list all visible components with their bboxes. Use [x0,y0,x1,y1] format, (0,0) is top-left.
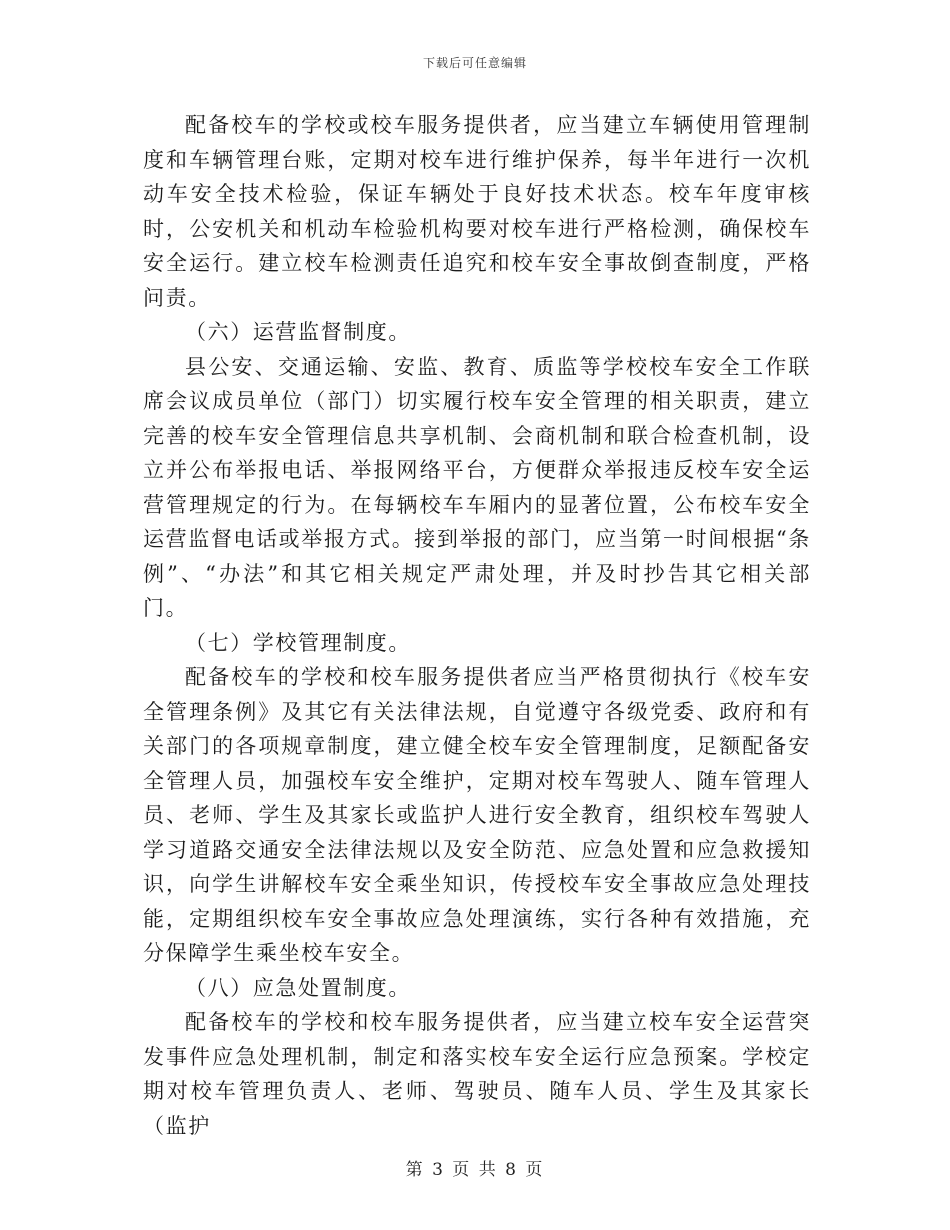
section-heading-operation-supervision: （六）运营监督制度。 [185,320,411,344]
page-number: 第 3 页 共 8 页 [405,1160,545,1180]
section-heading-school-management: （七）学校管理制度。 [185,630,411,655]
paragraph-school-management: 配备校车的学校和校车服务提供者应当严格贯彻执行《校车安全管理条例》及其它有关法律法规，自觉遵守各级党委、政府和有关部门的各项规章制度，建立健全校车安全管理制度，足额配备安全管理人员，加强校车安全维护，定期对校车驾驶人、随车管理人员、老师、学生及其家长或监护人进行安全教育，组织校车驾驶人学习道路交通安全法律法规以及安全防范、应急处置和应急救援知识，向学生讲解校车安全乘坐知识，传授校车安全事故应急处理技能，定期组织校车安全事故应急处理演练，实行各种有效措施，充分保障学生乘坐校车安全。 [143,665,811,965]
paragraph-vehicle-maintenance: 配备校车的学校或校车服务提供者，应当建立车辆使用管理制度和车辆管理台账，定期对校车进行维护保养，每半年进行一次机动车安全技术检验，保证车辆处于良好技术状态。校车年度审核时，公安机关和机动车检验机构要对校车进行严格检测，确保校车安全运行。建立校车检测责任追究和校车安全事故倒查制度，严格问责。 [143,113,811,310]
page-header: 下载后可任意编辑 [422,56,527,70]
paragraph-operation-supervision: 县公安、交通运输、安监、教育、质监等学校校车安全工作联席会议成员单位（部门）切实履行校车安全管理的相关职责，建立完善的校车安全管理信息共享机制、会商机制和联合检查机制，设立并公布举报电话、举报网络平台，方便群众举报违反校车安全运营管理规定的行为。在每辆校车车厢内的显著位置，公布校车安全运营监督电话或举报方式。接到举报的部门，应当第一时间根据“条例”、“办法”和其它相关规定严肃处理，并及时抄告其它相关部门。 [143,354,811,620]
section-heading-emergency-handling: （八）应急处置制度。 [185,975,411,1000]
document-body [143,108,811,1143]
paragraph-emergency-handling: 配备校车的学校和校车服务提供者，应当建立校车安全运营突发事件应急处理机制，制定和落实校车安全运行应急预案。学校定期对校车管理负责人、老师、驾驶员、随车人员、学生及其家长（监护 [143,1010,811,1138]
